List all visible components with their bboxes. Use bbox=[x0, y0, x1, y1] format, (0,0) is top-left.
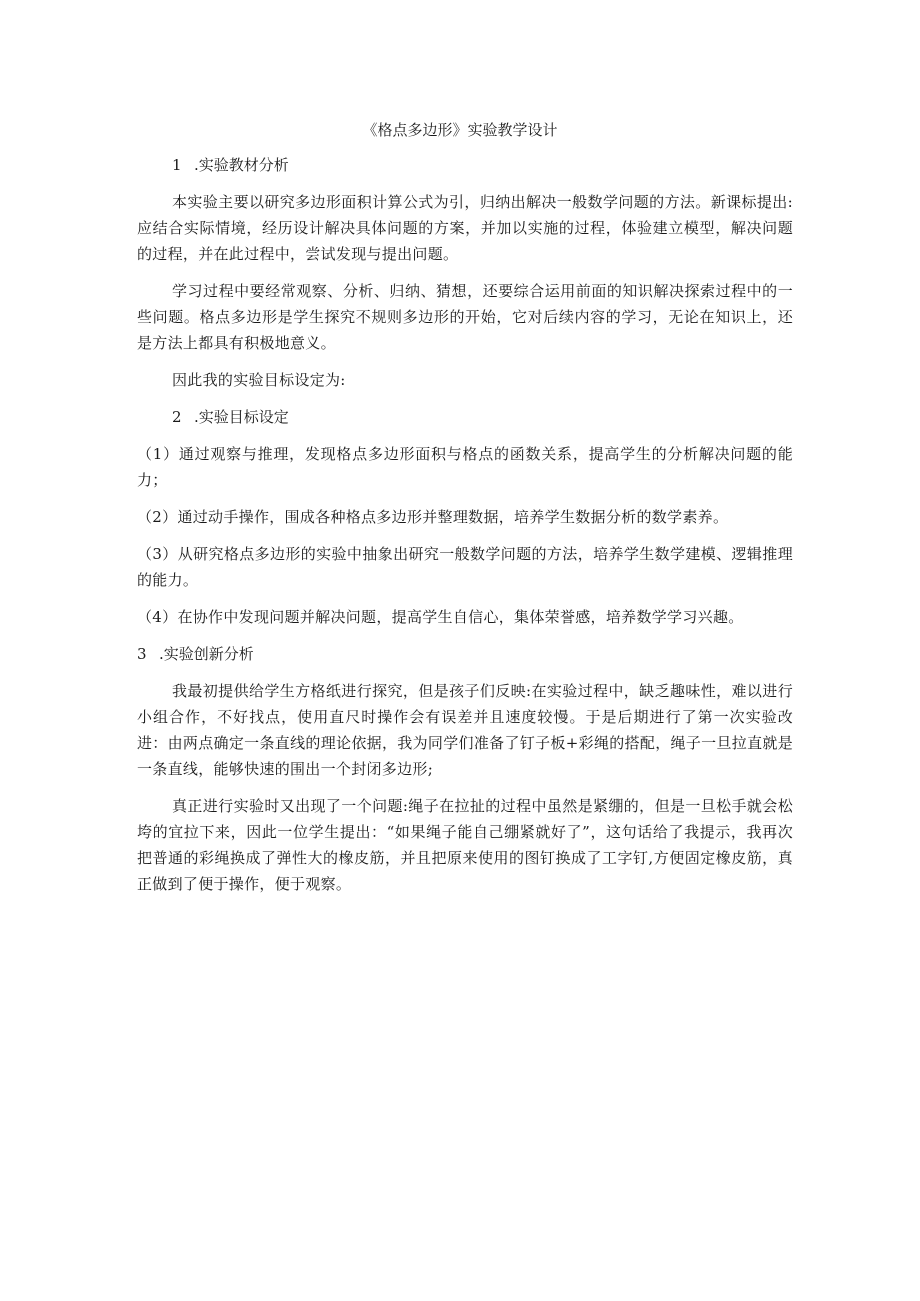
paragraph: 本实验主要以研究多边形面积计算公式为引，归纳出解决一般数学问题的方法。新课标提出:应结合实际情境，经历设计解决具体问题的方案，并加以实施的过程，体验建立模型，解决问题的过程，并在此过程中，尝试发现与提出问题。 bbox=[137, 193, 793, 263]
paragraph: 我最初提供给学生方格纸进行探究，但是孩子们反映:在实验过程中，缺乏趣味性，难以进行小组合作，不好找点，使用直尺时操作会有误差并且速度较慢。于是后期进行了第一次实验改进：由两点确定一条直线的理论依据，我为同学们准备了钉子板+彩绳的搭配，绳子一旦拉直就是一条直线，能够快速的围出一个封闭多边形; bbox=[137, 682, 793, 778]
section-number: 3 bbox=[137, 645, 147, 663]
document-body bbox=[137, 152, 793, 908]
goal-item: （1）通过观察与推理，发现格点多边形面积与格点的函数关系，提高学生的分析解决问题的能力； bbox=[137, 445, 793, 489]
section-heading-3 bbox=[137, 641, 793, 667]
section-number: 1 bbox=[172, 156, 182, 174]
section-heading-text: .实验创新分析 bbox=[159, 645, 254, 663]
paragraph: 学习过程中要经常观察、分析、归纳、猜想，还要综合运用前面的知识解决探索过程中的一些问题。格点多边形是学生探究不规则多边形的开始，它对后续内容的学习，无论在知识上，还是方法上都具有积极地意义。 bbox=[137, 282, 793, 352]
section-number: 2 bbox=[172, 408, 182, 426]
section-heading-text: .实验教材分析 bbox=[194, 156, 289, 174]
section-heading-1 bbox=[137, 152, 793, 178]
paragraph: 真正进行实验时又出现了一个问题:绳子在拉扯的过程中虽然是紧绷的，但是一旦松手就会松垮的宜拉下来，因此一位学生提出：“如果绳子能自己绷紧就好了”，这句话给了我提示，我再次把普通的彩绳换成了弹性大的橡皮筋，并且把原来使用的图钉换成了工字钉,方便固定橡皮筋，真正做到了便于操作，便于观察。 bbox=[137, 797, 793, 893]
goal-item: （2）通过动手操作，围成各种格点多边形并整理数据，培养学生数据分析的数学素养。 bbox=[137, 508, 729, 526]
goal-item: （4）在协作中发现问题并解决问题，提高学生自信心，集体荣誉感，培养数学学习兴趣。 bbox=[137, 608, 744, 626]
goal-item: （3）从研究格点多边形的实验中抽象出研究一般数学问题的方法，培养学生数学建模、逻辑推理的能力。 bbox=[137, 545, 793, 589]
section-heading-2 bbox=[137, 404, 793, 430]
paragraph: 因此我的实验目标设定为: bbox=[172, 371, 346, 389]
document-title: 《格点多边形》实验教学设计 bbox=[362, 121, 558, 139]
section-heading-text: .实验目标设定 bbox=[194, 408, 289, 426]
